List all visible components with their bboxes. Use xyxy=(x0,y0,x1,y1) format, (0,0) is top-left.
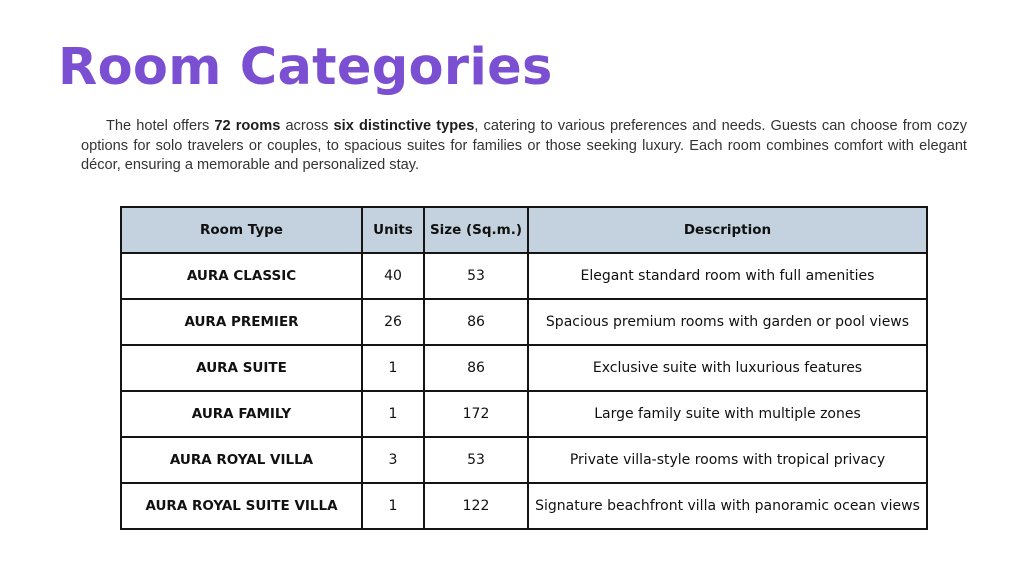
header-size: Size (Sq.m.) xyxy=(424,207,528,253)
description-cell: Signature beachfront villa with panoramic ocean views xyxy=(528,483,927,529)
intro-types-count: six distinctive types xyxy=(333,118,475,134)
description-cell: Private villa-style rooms with tropical privacy xyxy=(528,437,927,483)
table-row xyxy=(121,253,927,299)
table-row xyxy=(121,483,927,529)
units-cell: 40 xyxy=(362,253,424,299)
room-type-cell: AURA FAMILY xyxy=(121,391,362,437)
units-cell: 1 xyxy=(362,345,424,391)
units-cell: 1 xyxy=(362,483,424,529)
header-units: Units xyxy=(362,207,424,253)
room-categories-table xyxy=(120,206,928,530)
intro-text-between: across xyxy=(280,118,334,134)
table-header-row xyxy=(121,207,927,253)
description-cell: Elegant standard room with full amenities xyxy=(528,253,927,299)
room-type-cell: AURA SUITE xyxy=(121,345,362,391)
header-room-type: Room Type xyxy=(121,207,362,253)
intro-text-start: The hotel offers xyxy=(106,118,215,134)
room-type-cell: AURA PREMIER xyxy=(121,299,362,345)
units-cell: 26 xyxy=(362,299,424,345)
table-row xyxy=(121,437,927,483)
units-cell: 3 xyxy=(362,437,424,483)
description-cell: Large family suite with multiple zones xyxy=(528,391,927,437)
intro-text-end: , catering to various preferences and needs. Guests can choose from cozy options for solo travelers or couples, to spacious suites for families or those seeking luxury. Each room combines comfort with elegant décor, ensuring a memorable and personalized stay. xyxy=(81,118,968,173)
size-cell: 122 xyxy=(424,483,528,529)
description-cell: Spacious premium rooms with garden or pool views xyxy=(528,299,927,345)
table-row xyxy=(121,345,927,391)
size-cell: 86 xyxy=(424,299,528,345)
table-row xyxy=(121,391,927,437)
room-type-cell: AURA ROYAL VILLA xyxy=(121,437,362,483)
intro-paragraph xyxy=(81,117,967,176)
room-type-cell: AURA CLASSIC xyxy=(121,253,362,299)
size-cell: 172 xyxy=(424,391,528,437)
page-title: Room Categories xyxy=(58,38,553,97)
intro-rooms-count: 72 rooms xyxy=(214,118,281,134)
header-description: Description xyxy=(528,207,927,253)
size-cell: 53 xyxy=(424,253,528,299)
description-cell: Exclusive suite with luxurious features xyxy=(528,345,927,391)
table-row xyxy=(121,299,927,345)
units-cell: 1 xyxy=(362,391,424,437)
room-type-cell: AURA ROYAL SUITE VILLA xyxy=(121,483,362,529)
size-cell: 53 xyxy=(424,437,528,483)
size-cell: 86 xyxy=(424,345,528,391)
